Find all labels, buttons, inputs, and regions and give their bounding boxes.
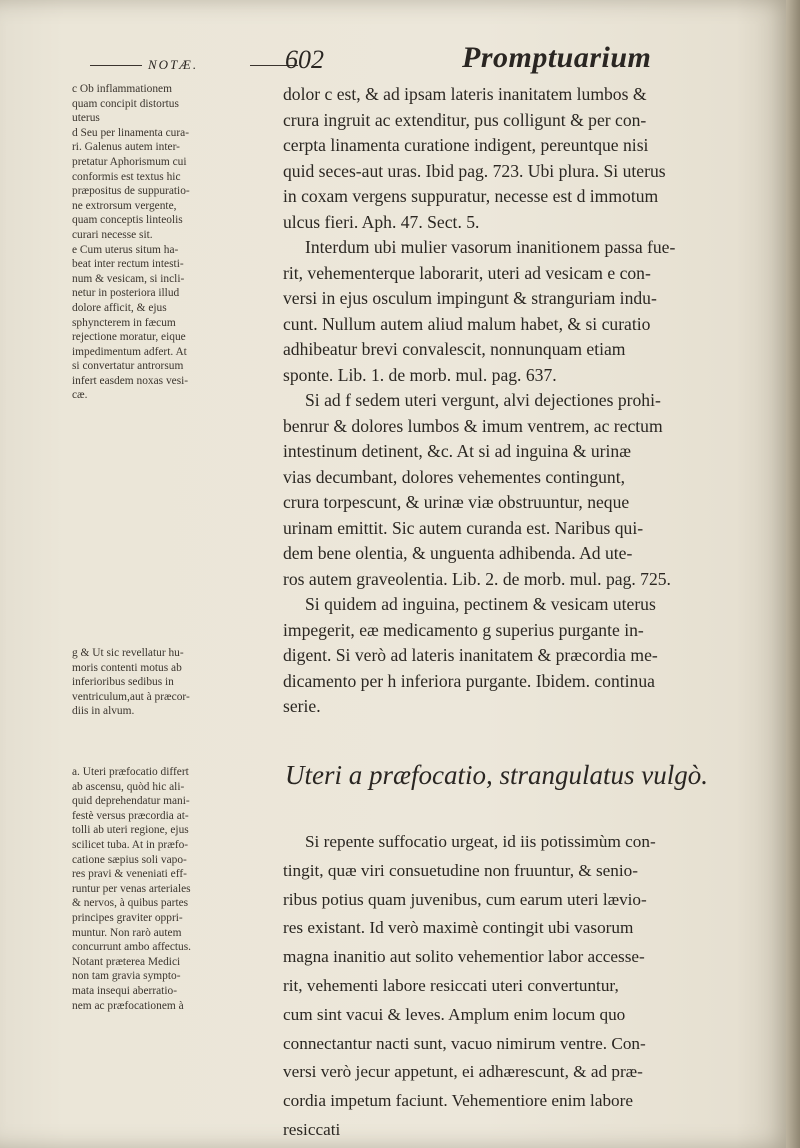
text-line: intestinum detinent, &c. At si ad inguina & urinæ [283, 441, 631, 461]
text-line: quid deprehendatur mani- [72, 795, 190, 808]
text-line: dicamento per h inferiora purgante. Ibidem. continua [283, 670, 655, 691]
text-line: res pravi & veneniati eff- [72, 868, 187, 881]
main-text-top [283, 82, 788, 720]
text-line: pretatur Aphorismum cui [72, 155, 187, 168]
margin-notes-middle [72, 646, 282, 719]
text-line: ab ascensu, quòd hic ali- [72, 780, 185, 793]
text-line: principes graviter oppri- [72, 911, 183, 924]
text-line: ne extrorsum vergente, [72, 199, 177, 212]
text-line: sponte. Lib. 1. de morb. mul. pag. 637. [283, 364, 557, 385]
text-line: præpositus de suppuratio- [72, 185, 190, 198]
text-line: versi in ejus osculum impingunt & stranguriam indu- [283, 288, 657, 308]
text-line: dem bene olentia, & unguenta adhibenda. Ad ute- [283, 543, 633, 563]
text-line: e Cum uterus situm ha- [72, 243, 179, 256]
margin-notes-bottom [72, 765, 282, 1013]
text-line: Interdum ubi mulier vasorum inanitionem passa fue- [305, 237, 676, 257]
margin-notes-top [72, 82, 282, 403]
text-line: cunt. Nullum autem aliud malum habet, & si curatio [283, 313, 651, 334]
text-line: inferioribus sedibus in [72, 676, 174, 689]
text-line: ribus potius quam juvenibus, cum earum uteri lævio- [283, 889, 647, 909]
text-line: magna inanitio aut solito vehementior labor accesse- [283, 947, 645, 967]
text-line: digent. Si verò ad lateris inanitatem & præcordia me- [283, 645, 658, 665]
text-line: crura torpescunt, & urinæ viæ obstruuntur, neque [283, 492, 630, 512]
text-line: moris contenti motus ab [72, 661, 182, 674]
text-line: netur in posteriora illud [72, 287, 180, 300]
text-line: beat inter rectum intesti- [72, 258, 184, 271]
text-line: festè versus præcordia at- [72, 809, 189, 822]
text-line: rejectione moratur, eique [72, 331, 186, 344]
text-line: rit, vehementerque laborarit, uteri ad vesicam e con- [283, 262, 651, 283]
text-line: tingit, quæ viri consuetudine non fruuntur, & senio- [283, 860, 638, 880]
text-line: nem ac præfocationem à [72, 999, 184, 1012]
text-line: res existant. Id verò maximè contingit ubi vasorum [283, 918, 634, 938]
text-line: Notant præterea Medici [72, 955, 181, 968]
text-line: Si repente suffocatio urgeat, id iis potissimùm con- [305, 832, 656, 851]
text-line: curari necesse sit. [72, 228, 153, 241]
running-title: Promptuarium [462, 41, 652, 74]
text-line: mata insequi aberratio- [72, 984, 178, 997]
text-line: cæ. [72, 389, 88, 402]
notes-label: NOTÆ. [148, 57, 199, 72]
text-line: crura ingruit ac extenditur, pus colligunt & per con- [283, 109, 647, 130]
text-line: non tam gravia sympto- [72, 970, 181, 983]
text-line: in coxam vergens suppuratur, necesse est d immotum [283, 186, 659, 206]
text-line: quam concipit distortus [72, 97, 179, 110]
page-edge [786, 0, 800, 1148]
text-line: conformis est textus hic [72, 170, 181, 183]
main-text-bottom [283, 828, 788, 1145]
text-line: & nervos, à quibus partes [72, 897, 189, 910]
text-line: resiccati [283, 1119, 341, 1139]
text-line: cerpta linamenta curatione indigent, pereuntque nisi [283, 135, 649, 155]
text-line: g & Ut sic revellatur hu- [72, 647, 184, 659]
text-line: sphyncterem in fæcum [72, 316, 176, 329]
text-line: catione sæpius soli vapo- [72, 853, 187, 866]
text-line: muntur. Non rarò autem [72, 926, 182, 939]
text-line: versi verò jecur appetunt, ei adhærescunt, & ad præ- [283, 1062, 643, 1082]
text-line: connectantur nacti sunt, vacuo nimirum ventre. Con- [283, 1033, 646, 1053]
text-line: benrur & dolores lumbos & imum ventrem, ac rectum [283, 415, 663, 436]
text-line: cum sint vacui & leves. Amplum enim locum quo [283, 1004, 626, 1024]
text-line: cordia impetum faciunt. Vehementiore enim labore [283, 1091, 633, 1111]
text-line: a. Uteri præfocatio differt [72, 766, 189, 778]
text-line: d Seu per linamenta cura- [72, 126, 190, 139]
text-line: ventriculum,aut à præcor- [72, 690, 190, 703]
text-line: dolor c est, & ad ipsam lateris inanitatem lumbos & [283, 84, 647, 104]
text-line: si convertatur antrorsum [72, 360, 184, 373]
text-line: rit, vehementi labore resiccati uteri convertuntur, [283, 975, 619, 995]
text-line: tolli ab uteri regione, ejus [72, 824, 189, 837]
text-line: impegerit, eæ medicamento g superius purgante in- [283, 619, 644, 640]
text-line: uterus [72, 112, 100, 125]
text-line: runtur per venas arteriales [72, 882, 191, 895]
page-number: 602 [285, 45, 324, 74]
text-line: quid seces-aut uras. Ibid pag. 723. Ubi plura. Si uterus [283, 160, 666, 181]
text-line: ri. Galenus autem inter- [72, 141, 180, 154]
text-line: quam conceptis linteolis [72, 214, 183, 227]
text-line: c Ob inflammationem [72, 83, 172, 95]
text-line: infert easdem noxas vesi- [72, 374, 189, 387]
text-line: ulcus fieri. Aph. 47. Sect. 5. [283, 211, 480, 232]
text-line: impedimentum adfert. At [72, 345, 187, 358]
text-line: Si ad f sedem uteri vergunt, alvi dejectiones prohi- [305, 390, 661, 410]
section-heading: Uteri a præfocatio, strangulatus vulgò. [285, 760, 709, 790]
text-line: scilicet tuba. At in præfo- [72, 838, 189, 851]
text-line: ros autem graveolentia. Lib. 2. de morb. mul. pag. 725. [283, 568, 671, 589]
text-line: concurrunt ambo affectus. [72, 941, 192, 954]
text-line: num & vesicam, si incli- [72, 272, 185, 285]
text-line: serie. [283, 696, 321, 716]
text-line: diis in alvum. [72, 705, 135, 718]
header-rule-left [90, 65, 142, 66]
text-line: vias decumbant, dolores vehementes contingunt, [283, 466, 626, 487]
text-line: adhibeatur brevi convalescit, nonnunquam etiam [283, 339, 626, 359]
text-line: Si quidem ad inguina, pectinem & vesicam uterus [305, 594, 656, 614]
text-line: dolore afficit, & ejus [72, 301, 167, 314]
text-line: urinam emittit. Sic autem curanda est. Naribus qui- [283, 517, 644, 538]
